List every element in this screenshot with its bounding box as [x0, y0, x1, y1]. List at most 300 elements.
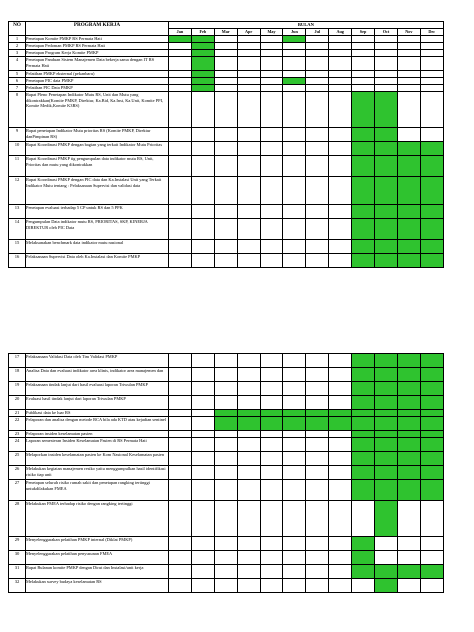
month-cell — [214, 156, 237, 177]
month-cell — [169, 417, 192, 431]
month-cell — [191, 466, 214, 480]
month-cell — [237, 142, 260, 156]
program-text: Melaporkan insiden keselamatan pasien ke Kom Nasional Keselamatan pasien — [26, 452, 169, 466]
program-text: Melakukan FMEA terhadap risiko dengan rangking tertinggi — [26, 501, 169, 537]
month-cell — [420, 537, 443, 551]
month-cell-active — [420, 142, 443, 156]
month-cell — [306, 205, 329, 219]
month-cell — [191, 92, 214, 128]
month-cell — [283, 128, 306, 142]
month-cell — [397, 501, 420, 537]
month-cell — [375, 36, 398, 43]
month-cell — [329, 50, 352, 57]
month-cell — [191, 501, 214, 537]
month-cell — [169, 219, 192, 240]
month-cell — [214, 50, 237, 57]
month-cell — [306, 156, 329, 177]
header-month: Nov — [397, 29, 420, 36]
month-cell — [283, 438, 306, 452]
month-cell — [329, 431, 352, 438]
month-cell-active — [352, 551, 375, 565]
month-cell — [169, 537, 192, 551]
month-cell-active — [375, 396, 398, 410]
month-cell — [169, 92, 192, 128]
month-cell — [260, 368, 283, 382]
month-cell — [283, 354, 306, 368]
row-number: 10 — [9, 142, 26, 156]
month-cell — [260, 551, 283, 565]
month-cell — [397, 537, 420, 551]
month-cell-active — [375, 156, 398, 177]
month-cell-active — [283, 36, 306, 43]
row-number: 14 — [9, 219, 26, 240]
month-cell — [397, 50, 420, 57]
month-cell-active — [352, 410, 375, 417]
month-cell — [375, 551, 398, 565]
month-cell — [260, 354, 283, 368]
month-cell-active — [397, 452, 420, 466]
month-cell-active — [352, 368, 375, 382]
month-cell — [214, 480, 237, 501]
month-cell — [191, 431, 214, 438]
row-number: 13 — [9, 205, 26, 219]
program-text: Rapat Pleno Penetapan Indikator Mutu RS, Unit dan Mutu yang dikontrakkan(Komite PMKP, Direktur, Ka.Bid, Ka.Inst, Ka.Unit, Komite PPI, Komite Medik,Komite K3RS) — [26, 92, 169, 128]
month-cell — [306, 36, 329, 43]
month-cell — [237, 382, 260, 396]
header-program: PROGRAM KERJA — [26, 22, 169, 36]
month-cell — [375, 50, 398, 57]
month-cell — [283, 452, 306, 466]
month-cell — [283, 205, 306, 219]
month-cell — [214, 85, 237, 92]
month-cell-active — [352, 452, 375, 466]
month-cell-active — [420, 466, 443, 480]
month-cell — [397, 128, 420, 142]
month-cell — [260, 43, 283, 50]
month-cell-active — [420, 177, 443, 205]
month-cell — [306, 85, 329, 92]
table-row — [9, 382, 444, 396]
month-cell — [191, 565, 214, 579]
month-cell — [260, 128, 283, 142]
month-cell — [352, 78, 375, 85]
month-cell-active — [375, 466, 398, 480]
month-cell-active — [352, 254, 375, 268]
month-cell — [283, 43, 306, 50]
month-cell — [306, 466, 329, 480]
table-row — [9, 92, 444, 128]
month-cell — [306, 382, 329, 396]
month-cell — [306, 254, 329, 268]
month-cell — [214, 219, 237, 240]
month-cell-active — [375, 240, 398, 254]
month-cell — [237, 579, 260, 593]
month-cell-active — [214, 417, 237, 431]
table-row — [9, 466, 444, 480]
month-cell — [260, 92, 283, 128]
month-cell-active — [352, 219, 375, 240]
month-cell-active — [420, 431, 443, 438]
month-cell — [169, 551, 192, 565]
month-cell — [283, 92, 306, 128]
month-cell — [169, 128, 192, 142]
month-cell — [329, 240, 352, 254]
header-month: Jun — [283, 29, 306, 36]
month-cell — [375, 43, 398, 50]
table-row — [9, 537, 444, 551]
month-cell-active — [397, 480, 420, 501]
month-cell — [191, 382, 214, 396]
month-cell — [191, 354, 214, 368]
month-cell — [169, 254, 192, 268]
month-cell — [420, 36, 443, 43]
month-cell — [214, 466, 237, 480]
month-cell-active — [375, 410, 398, 417]
month-cell — [306, 177, 329, 205]
month-cell-active — [375, 382, 398, 396]
month-cell-active — [352, 128, 375, 142]
month-cell — [306, 480, 329, 501]
month-cell — [214, 382, 237, 396]
month-cell-active — [283, 410, 306, 417]
month-cell-active — [283, 417, 306, 431]
month-cell — [329, 466, 352, 480]
row-number: 30 — [9, 551, 26, 565]
month-cell-active — [375, 417, 398, 431]
month-cell — [214, 501, 237, 537]
program-text: Penetapan PIC data PMKP — [26, 78, 169, 85]
month-cell — [214, 240, 237, 254]
month-cell — [420, 85, 443, 92]
month-cell — [283, 177, 306, 205]
month-cell — [260, 579, 283, 593]
table-row — [9, 551, 444, 565]
program-text: Penetapan seluruh risiko rumah sakit dan penetapan rangking tertinggi untukdilakukan FMEA — [26, 480, 169, 501]
month-cell — [214, 78, 237, 85]
month-cell-active — [375, 177, 398, 205]
month-cell — [283, 219, 306, 240]
month-cell — [169, 142, 192, 156]
month-cell — [329, 85, 352, 92]
month-cell — [237, 551, 260, 565]
month-cell — [306, 579, 329, 593]
month-cell-active — [420, 410, 443, 417]
row-number: 5 — [9, 71, 26, 78]
month-cell — [420, 71, 443, 78]
month-cell-active — [352, 438, 375, 452]
month-cell — [191, 128, 214, 142]
header-month: Aug — [329, 29, 352, 36]
program-text: Melakukan survey budaya keselamatan RS — [26, 579, 169, 593]
row-number: 25 — [9, 452, 26, 466]
month-cell — [214, 205, 237, 219]
month-cell — [169, 565, 192, 579]
month-cell — [397, 85, 420, 92]
month-cell — [260, 565, 283, 579]
month-cell — [237, 354, 260, 368]
month-cell — [329, 551, 352, 565]
month-cell — [397, 57, 420, 71]
program-text: Melakukan kegiatan manajemen resiko yaitu menggumpulkan hasil identifikasi risiko tiap unit — [26, 466, 169, 480]
month-cell — [191, 480, 214, 501]
month-cell — [214, 71, 237, 78]
month-cell — [260, 142, 283, 156]
month-cell — [169, 579, 192, 593]
month-cell-active — [375, 354, 398, 368]
month-cell — [283, 466, 306, 480]
month-cell — [214, 177, 237, 205]
row-number: 31 — [9, 565, 26, 579]
month-cell-active — [397, 219, 420, 240]
month-cell — [260, 219, 283, 240]
timeline-table-part-2 — [8, 353, 444, 593]
month-cell-active — [352, 431, 375, 438]
month-cell — [329, 78, 352, 85]
row-number: 24 — [9, 438, 26, 452]
month-cell — [260, 254, 283, 268]
month-cell-active — [397, 177, 420, 205]
month-cell — [260, 382, 283, 396]
month-cell — [306, 142, 329, 156]
program-text: Rapat Koordinasi PMKP tig pengumpulan data indikator mutu RS, Unit, Prioritas dan mutu yang dikontrakkan — [26, 156, 169, 177]
program-text: Pelaksanaan tindak lanjut dari hasil evaluasi laporan Triwulan PMKP — [26, 382, 169, 396]
month-cell — [260, 452, 283, 466]
month-cell-active — [214, 410, 237, 417]
table-row — [9, 410, 444, 417]
month-cell-active — [420, 219, 443, 240]
month-cell — [214, 565, 237, 579]
month-cell-active — [397, 410, 420, 417]
month-cell — [329, 368, 352, 382]
month-cell — [191, 452, 214, 466]
header-month: Dec — [420, 29, 443, 36]
month-cell-active — [420, 382, 443, 396]
month-cell-active — [397, 438, 420, 452]
month-cell — [214, 537, 237, 551]
month-cell-active — [329, 410, 352, 417]
row-number: 12 — [9, 177, 26, 205]
month-cell — [375, 71, 398, 78]
month-cell — [169, 57, 192, 71]
month-cell — [420, 78, 443, 85]
month-cell-active — [191, 50, 214, 57]
month-cell — [306, 71, 329, 78]
table-row — [9, 438, 444, 452]
program-text: Melaksanakan benchmark data indikator mutu nasional — [26, 240, 169, 254]
month-cell — [260, 177, 283, 205]
table-row — [9, 57, 444, 71]
month-cell — [329, 438, 352, 452]
program-text: Pelatihan PIC Data PMKP — [26, 85, 169, 92]
month-cell — [214, 438, 237, 452]
header-month: Jul — [306, 29, 329, 36]
month-cell — [214, 254, 237, 268]
month-cell — [283, 254, 306, 268]
month-cell — [191, 177, 214, 205]
month-cell — [237, 438, 260, 452]
month-cell — [420, 92, 443, 128]
month-cell-active — [420, 156, 443, 177]
month-cell-active — [283, 78, 306, 85]
header-month: Sep — [352, 29, 375, 36]
month-cell-active — [352, 354, 375, 368]
table-row — [9, 431, 444, 438]
month-cell — [329, 205, 352, 219]
month-cell — [283, 551, 306, 565]
month-cell-active — [352, 177, 375, 205]
month-cell — [420, 579, 443, 593]
month-cell-active — [352, 240, 375, 254]
month-cell — [283, 50, 306, 57]
row-number: 21 — [9, 410, 26, 417]
month-cell-active — [237, 410, 260, 417]
month-cell — [214, 36, 237, 43]
month-cell-active — [352, 156, 375, 177]
month-cell — [397, 43, 420, 50]
program-text: Analisa Data dan evaluasi indikator area klinis, indikator area manajemen dan — [26, 368, 169, 382]
table-row — [9, 142, 444, 156]
month-cell — [283, 537, 306, 551]
program-text: Evaluasi hasil tindak lanjut dari laporan Triwulan PMKP — [26, 396, 169, 410]
month-cell — [329, 43, 352, 50]
header-month: Mar — [214, 29, 237, 36]
month-cell — [283, 396, 306, 410]
month-cell — [420, 43, 443, 50]
table-row — [9, 368, 444, 382]
month-cell — [237, 501, 260, 537]
month-cell — [169, 382, 192, 396]
month-cell — [191, 410, 214, 417]
month-cell — [169, 43, 192, 50]
month-cell — [214, 57, 237, 71]
program-text: Pelaksanaan Validasi Data oleh Tim Validasi PMKP — [26, 354, 169, 368]
row-number: 8 — [9, 92, 26, 128]
month-cell — [329, 354, 352, 368]
month-cell — [329, 71, 352, 78]
month-cell — [191, 368, 214, 382]
month-cell — [375, 78, 398, 85]
month-cell — [260, 438, 283, 452]
month-cell — [237, 78, 260, 85]
month-cell-active — [191, 78, 214, 85]
month-cell-active — [352, 396, 375, 410]
month-cell-active — [375, 501, 398, 537]
month-cell — [237, 92, 260, 128]
month-cell-active — [420, 480, 443, 501]
row-number: 2 — [9, 43, 26, 50]
table-row — [9, 480, 444, 501]
month-cell — [397, 36, 420, 43]
month-cell — [169, 368, 192, 382]
program-text: Rapat Bulanan komite PMKP dengan Dirut dan Instalasi/unit kerja — [26, 565, 169, 579]
month-cell — [237, 480, 260, 501]
month-cell — [329, 57, 352, 71]
month-cell-active — [397, 382, 420, 396]
month-cell-active — [397, 466, 420, 480]
month-cell — [329, 565, 352, 579]
month-cell-active — [352, 142, 375, 156]
month-cell — [283, 85, 306, 92]
table-body-part-2 — [9, 354, 444, 593]
row-number: 4 — [9, 57, 26, 71]
month-cell — [214, 368, 237, 382]
month-cell — [260, 396, 283, 410]
month-cell — [214, 551, 237, 565]
month-cell — [329, 501, 352, 537]
month-cell — [283, 431, 306, 438]
month-cell — [237, 57, 260, 71]
month-cell — [237, 36, 260, 43]
month-cell-active — [352, 92, 375, 128]
month-cell — [191, 156, 214, 177]
month-cell — [283, 368, 306, 382]
row-number: 23 — [9, 431, 26, 438]
program-text: Pelaporan insiden keselamatan pasien — [26, 431, 169, 438]
row-number: 16 — [9, 254, 26, 268]
month-cell-active — [191, 71, 214, 78]
program-text: Penetapan Pedoman PMKP RS Permata Hati — [26, 43, 169, 50]
month-cell — [191, 537, 214, 551]
month-cell — [237, 156, 260, 177]
month-cell — [237, 431, 260, 438]
month-cell — [191, 205, 214, 219]
month-cell-active — [375, 480, 398, 501]
month-cell — [283, 57, 306, 71]
month-cell — [169, 85, 192, 92]
month-cell — [329, 579, 352, 593]
month-cell — [260, 537, 283, 551]
month-cell-active — [352, 382, 375, 396]
month-cell-active — [352, 480, 375, 501]
month-cell — [329, 452, 352, 466]
month-cell-active — [397, 205, 420, 219]
row-number: 19 — [9, 382, 26, 396]
header-month: May — [260, 29, 283, 36]
program-text: Penetapan Program Kerja Komite PMKP — [26, 50, 169, 57]
program-text: Penetapan Panduan Sistem Manajemen Data bekerja sama dengan IT RS Permata Hati — [26, 57, 169, 71]
month-cell-active — [420, 205, 443, 219]
month-cell-active — [260, 417, 283, 431]
month-cell — [329, 177, 352, 205]
month-cell — [237, 240, 260, 254]
month-cell — [352, 43, 375, 50]
row-number: 18 — [9, 368, 26, 382]
program-text: Menyelenggarakan pelatihan PMKP internal (Diklat PMKP) — [26, 537, 169, 551]
month-cell — [260, 36, 283, 43]
month-cell — [283, 156, 306, 177]
table-row — [9, 354, 444, 368]
month-cell-active — [420, 354, 443, 368]
month-cell — [169, 410, 192, 417]
month-cell-active — [420, 452, 443, 466]
table-row — [9, 579, 444, 593]
month-cell — [283, 382, 306, 396]
month-cell — [329, 142, 352, 156]
month-cell-active — [420, 417, 443, 431]
month-cell — [237, 177, 260, 205]
month-cell — [397, 78, 420, 85]
month-cell — [352, 57, 375, 71]
month-cell — [283, 142, 306, 156]
month-cell — [420, 128, 443, 142]
month-cell — [214, 354, 237, 368]
program-text: Penetapan evaluasi terhadap 5 CP untuk RS dan 5 PPK — [26, 205, 169, 219]
header-no: NO — [9, 22, 26, 36]
month-cell — [306, 128, 329, 142]
month-cell — [260, 501, 283, 537]
month-cell — [329, 36, 352, 43]
month-cell — [329, 156, 352, 177]
